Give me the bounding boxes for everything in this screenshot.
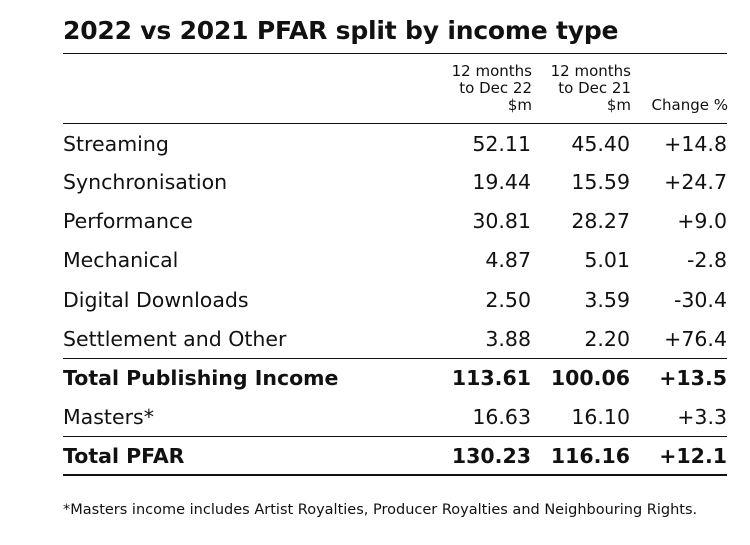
total-bottom-rule: [63, 474, 727, 476]
row-value-2021: 2.20: [584, 327, 630, 351]
row-value-2022: 4.87: [485, 248, 531, 272]
header-2021-line2: to Dec 21: [558, 79, 631, 97]
row-value-2021: 45.40: [571, 132, 630, 156]
table-row: [63, 288, 727, 320]
row-value-2022: 16.63: [472, 405, 531, 429]
subtotal-rule: [63, 358, 727, 359]
header-2021-unit: $m: [606, 96, 631, 114]
row-value-2022: 30.81: [472, 209, 531, 233]
row-value-2021: 3.59: [584, 288, 630, 312]
row-value-2022: 113.61: [451, 366, 531, 390]
row-value-2021: 100.06: [550, 366, 630, 390]
header-2021: [551, 63, 631, 114]
header-2022-line1: 12 months: [451, 62, 532, 80]
row-change: +12.1: [659, 444, 727, 468]
header-change-label: Change %: [651, 96, 728, 114]
footnote: *Masters income includes Artist Royalties, Producer Royalties and Neighbouring Rights.: [63, 502, 698, 518]
row-change: +3.3: [677, 405, 727, 429]
row-label: Masters*: [63, 405, 154, 429]
row-change: -30.4: [673, 288, 727, 312]
total-top-rule: [63, 436, 727, 437]
row-change: -2.8: [687, 248, 727, 272]
row-value-2022: 19.44: [472, 170, 531, 194]
row-label: Mechanical: [63, 248, 179, 272]
row-value-2021: 5.01: [584, 248, 630, 272]
table-row: [63, 170, 727, 202]
row-value-2022: 130.23: [451, 444, 531, 468]
table-title: 2022 vs 2021 PFAR split by income type: [63, 16, 619, 45]
row-label: Performance: [63, 209, 193, 233]
row-change: +76.4: [664, 327, 727, 351]
row-value-2022: 52.11: [472, 132, 531, 156]
row-label: Settlement and Other: [63, 327, 287, 351]
row-change: +9.0: [677, 209, 727, 233]
header-change: [652, 97, 728, 114]
row-value-2022: 3.88: [485, 327, 531, 351]
header-2022-line2: to Dec 22: [459, 79, 532, 97]
row-label: Total PFAR: [63, 444, 185, 468]
row-label: Synchronisation: [63, 170, 228, 194]
header-rule: [63, 123, 727, 124]
row-value-2021: 15.59: [571, 170, 630, 194]
header-2022: [452, 63, 532, 114]
row-label: Digital Downloads: [63, 288, 249, 312]
table-row: [63, 327, 727, 359]
table-row: [63, 132, 727, 164]
title-rule: [63, 53, 727, 54]
row-change: +24.7: [664, 170, 727, 194]
row-value-2021: 16.10: [571, 405, 630, 429]
table-row: [63, 209, 727, 241]
header-2021-line1: 12 months: [550, 62, 631, 80]
subtotal-row: [63, 366, 727, 398]
row-value-2021: 116.16: [550, 444, 630, 468]
row-change: +14.8: [664, 132, 727, 156]
table-row: [63, 405, 727, 437]
row-value-2021: 28.27: [571, 209, 630, 233]
total-row: [63, 444, 727, 476]
table-row: [63, 248, 727, 280]
header-2022-unit: $m: [507, 96, 532, 114]
row-label: Total Publishing Income: [63, 366, 339, 390]
row-change: +13.5: [659, 366, 727, 390]
row-label: Streaming: [63, 132, 169, 156]
row-value-2022: 2.50: [485, 288, 531, 312]
